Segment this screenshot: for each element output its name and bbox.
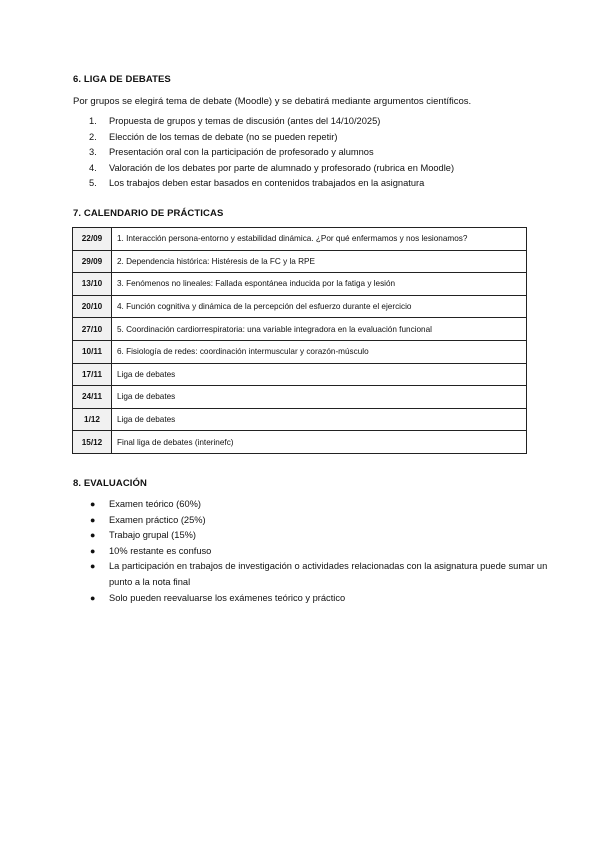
date-cell: 24/11 xyxy=(73,386,112,409)
table-row xyxy=(73,408,527,431)
table-row xyxy=(73,431,527,454)
topic-cell: Liga de debates xyxy=(112,408,527,431)
table-row xyxy=(73,318,527,341)
table-row xyxy=(73,228,527,251)
section-7-heading: 7. CALENDARIO DE PRÁCTICAS xyxy=(73,208,224,219)
list-item: ● La participación en trabajos de investigación o actividades relacionadas con la asignatura puede sumar un punto a la nota final xyxy=(90,561,548,587)
date-cell: 22/09 xyxy=(73,228,112,251)
topic-cell: Final liga de debates (interinefc) xyxy=(112,431,527,454)
list-item: 5. Los trabajos deben estar basados en contenidos trabajados en la asignatura xyxy=(89,178,425,189)
list-item: ● Solo pueden reevaluarse los exámenes teórico y práctico xyxy=(73,591,549,607)
list-item: ● 10% restante es confuso xyxy=(73,544,549,560)
table-row xyxy=(73,363,527,386)
date-cell: 1/12 xyxy=(73,408,112,431)
list-item: 3. Presentación oral con la participación de profesorado y alumnos xyxy=(89,147,374,158)
topic-cell: 2. Dependencia histórica: Histéresis de la FC y la RPE xyxy=(112,250,527,273)
practice-calendar-table xyxy=(72,227,527,454)
bullet-icon: ● xyxy=(90,499,96,509)
topic-cell: Liga de debates xyxy=(112,386,527,409)
table-row xyxy=(73,340,527,363)
topic-cell: 6. Fisiología de redes: coordinación intermuscular y corazón-músculo xyxy=(112,340,527,363)
bullet-icon: ● xyxy=(90,592,96,603)
section-6-intro: Por grupos se elegirá tema de debate (Moodle) y se debatirá mediante argumentos científicos. xyxy=(73,96,472,107)
date-cell: 27/10 xyxy=(73,318,112,341)
bullet-icon: ● xyxy=(90,561,96,572)
table-row xyxy=(73,295,527,318)
list-item: 4. Valoración de los debates por parte de alumnado y profesorado (rubrica en Moodle) xyxy=(89,162,455,173)
section-6-heading: 6. LIGA DE DEBATES xyxy=(73,74,171,85)
table-row xyxy=(73,250,527,273)
date-cell: 20/10 xyxy=(73,295,112,318)
list-item: ● Examen práctico (25%) xyxy=(73,513,549,529)
list-item: ● Examen teórico (60%) xyxy=(73,497,549,513)
section-8-heading: 8. EVALUACIÓN xyxy=(73,478,147,489)
date-cell: 17/11 xyxy=(73,363,112,386)
table-row xyxy=(73,273,527,296)
date-cell: 13/10 xyxy=(73,273,112,296)
bullet-icon: ● xyxy=(90,530,96,541)
topic-cell: 3. Fenómenos no lineales: Fallada espontánea inducida por la fatiga y lesión xyxy=(112,273,527,296)
topic-cell: 5. Coordinación cardiorrespiratoria: una variable integradora en la evaluación funcional xyxy=(112,318,527,341)
table-row xyxy=(73,386,527,409)
topic-cell: Liga de debates xyxy=(112,363,527,386)
list-item: 2. Elección de los temas de debate (no se pueden repetir) xyxy=(89,131,338,142)
list-item: ● Trabajo grupal (15%) xyxy=(73,528,549,544)
topic-cell: 1. Interacción persona-entorno y estabilidad dinámica. ¿Por qué enfermamos y nos lesionamos? xyxy=(112,228,527,251)
bullet-icon: ● xyxy=(90,514,96,525)
list-item: 1. Propuesta de grupos y temas de discusión (antes del 14/10/2025) xyxy=(89,116,381,126)
debate-steps-list xyxy=(73,114,454,192)
evaluation-list xyxy=(73,497,549,606)
topic-cell: 4. Función cognitiva y dinámica de la percepción del esfuerzo durante el ejercicio xyxy=(112,295,527,318)
bullet-icon: ● xyxy=(90,545,96,556)
date-cell: 10/11 xyxy=(73,340,112,363)
date-cell: 29/09 xyxy=(73,250,112,273)
date-cell: 15/12 xyxy=(73,431,112,454)
